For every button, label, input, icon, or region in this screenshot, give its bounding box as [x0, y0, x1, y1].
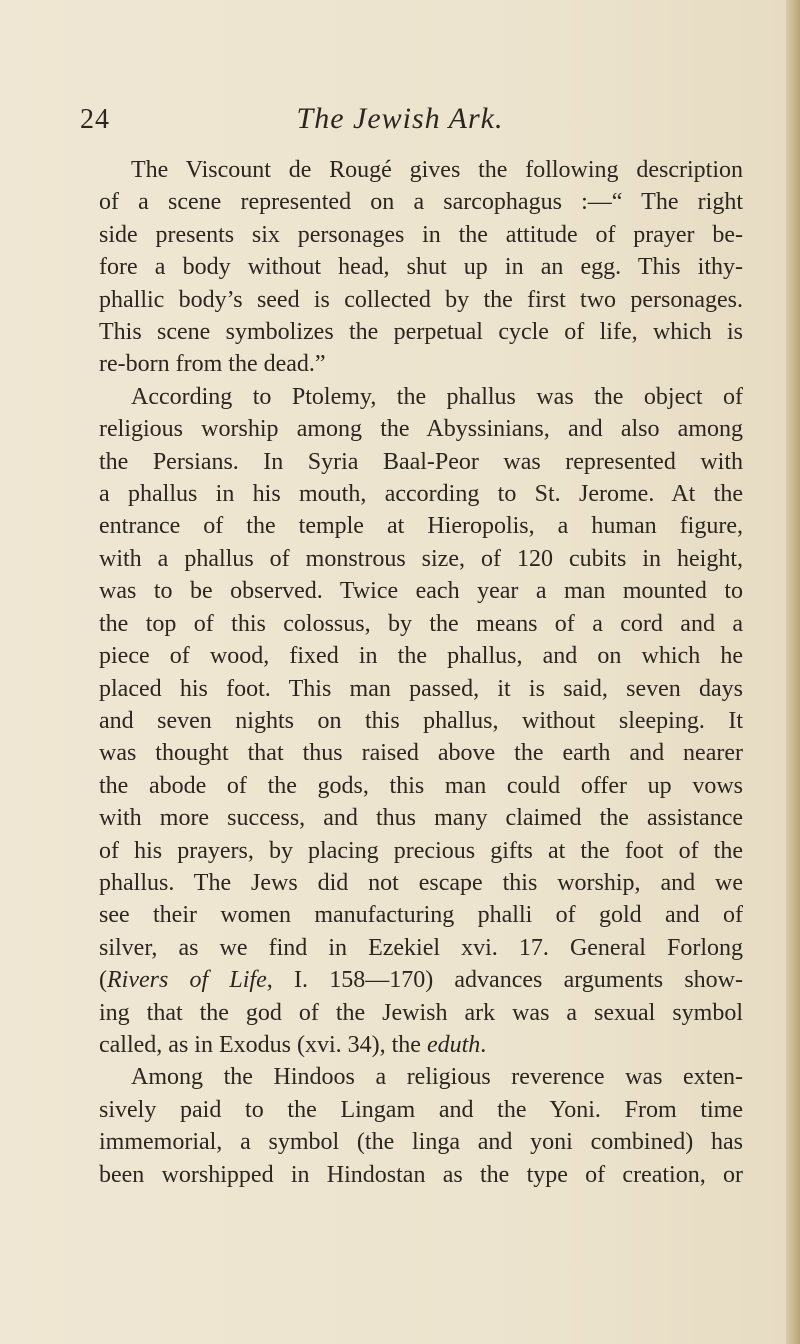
- page-edge: [786, 0, 800, 1344]
- text-line: piece of wood, fixed in the phallus, and on which he: [99, 643, 743, 670]
- text-line: sively paid to the Lingam and the Yoni. From time: [99, 1096, 743, 1123]
- text-line: with a phallus of monstrous size, of 120 cubits in height,: [99, 545, 743, 572]
- text-line: Among the Hindoos a religious reverence was exten-: [131, 1064, 743, 1091]
- text-line: According to Ptolemy, the phallus was the object of: [131, 383, 743, 410]
- text-line: a phallus in his mouth, according to St. Jerome. At the: [99, 481, 743, 508]
- text-line: The Viscount de Rougé gives the following description: [131, 157, 743, 183]
- text-line: was thought that thus raised above the earth and nearer: [99, 740, 743, 767]
- text-line: fore a body without head, shut up in an egg. This ithy-: [99, 254, 743, 281]
- page-number: 24: [80, 104, 110, 135]
- running-title: The Jewish Ark.: [296, 102, 504, 135]
- text-line: entrance of the temple at Hieropolis, a human figure,: [99, 513, 743, 540]
- text-line: ing that the god of the Jewish ark was a sexual symbol: [99, 999, 743, 1026]
- text-line: placed his foot. This man passed, it is said, seven days: [99, 675, 743, 702]
- text-line: phallus. The Jews did not escape this worship, and we: [99, 869, 743, 896]
- text-line: (Rivers of Life, I. 158—170) advances arguments show-: [99, 967, 743, 994]
- text-line: of a scene represented on a sarcophagus :—“ The right: [99, 189, 743, 216]
- text-line: This scene symbolizes the perpetual cycle of life, which is: [99, 319, 743, 346]
- text-line: the top of this colossus, by the means of a cord and a: [99, 610, 743, 637]
- text-line: immemorial, a symbol (the linga and yoni combined) has: [99, 1129, 743, 1156]
- text-line: re-born from the dead.”: [99, 351, 326, 378]
- text-line: side presents six personages in the attitude of prayer be-: [99, 221, 743, 248]
- running-head: [0, 102, 800, 142]
- text-line: of his prayers, by placing precious gifts at the foot of the: [99, 837, 743, 864]
- text-line: with more success, and thus many claimed the assistance: [99, 805, 743, 832]
- text-line: called, as in Exodus (xvi. 34), the eduth.: [99, 1031, 487, 1058]
- text-line: silver, as we find in Ezekiel xvi. 17. General Forlong: [99, 934, 743, 961]
- text-line: was to be observed. Twice each year a man mounted to: [99, 578, 743, 605]
- text-line: been worshipped in Hindostan as the type of creation, or: [99, 1161, 743, 1188]
- text-line: and seven nights on this phallus, without sleeping. It: [99, 707, 743, 734]
- body-text: [99, 154, 743, 1191]
- text-line: religious worship among the Abyssinians, and also among: [99, 416, 743, 443]
- text-line: see their women manufacturing phalli of gold and of: [99, 902, 743, 929]
- text-line: the Persians. In Syria Baal-Peor was represented with: [99, 448, 743, 475]
- text-line: the abode of the gods, this man could offer up vows: [99, 772, 743, 799]
- text-line: phallic body’s seed is collected by the first two personages.: [99, 286, 743, 313]
